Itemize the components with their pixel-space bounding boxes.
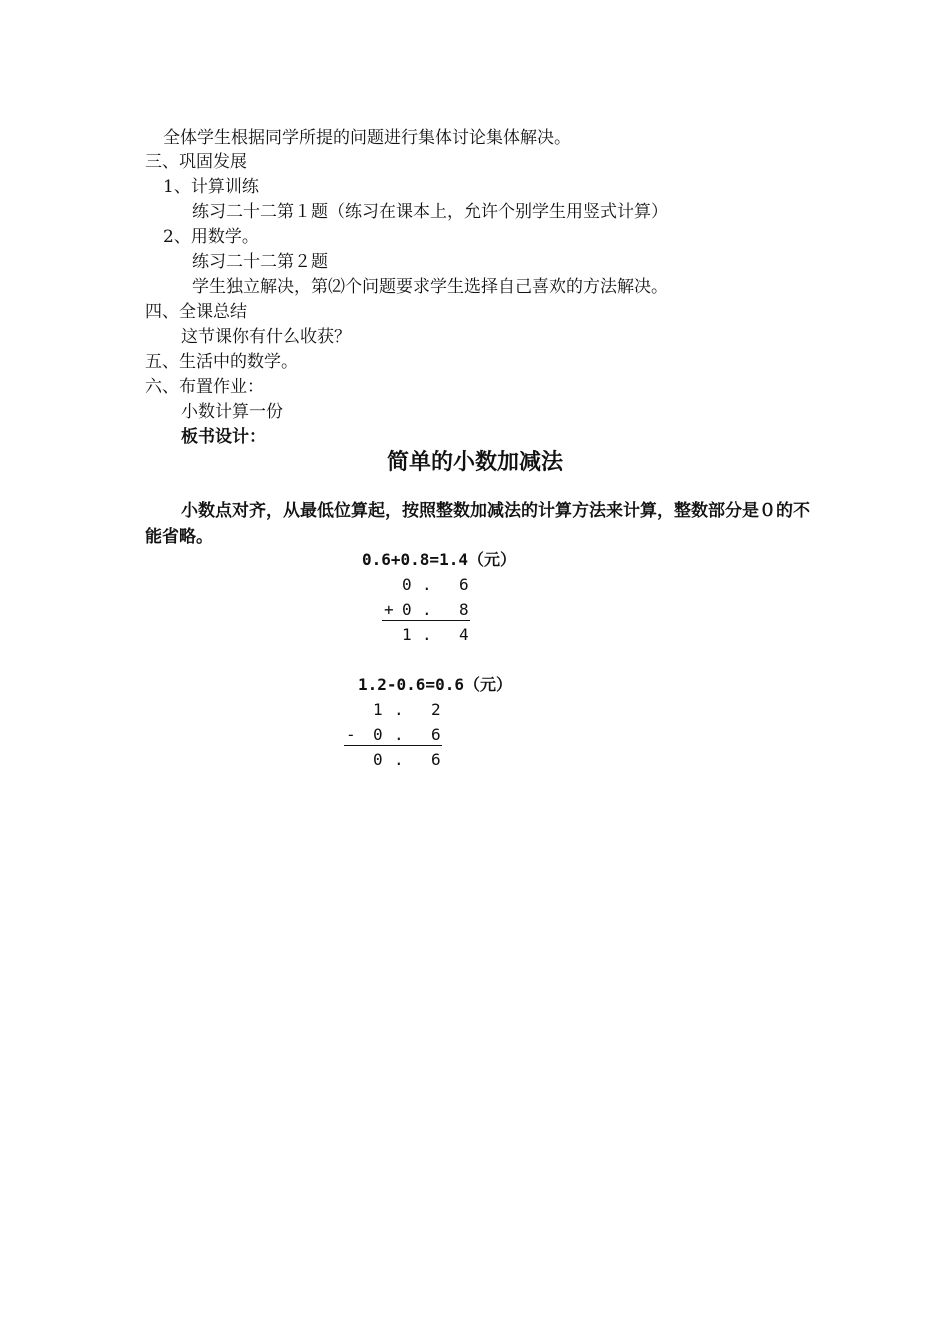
subheading-use-math: 2、用数学。: [163, 227, 259, 247]
addition-underline: [382, 620, 470, 621]
subtraction-equation: 1.2-0.6=0.6（元）: [358, 675, 512, 694]
subtraction-row1-digit2: 2: [431, 700, 441, 719]
addition-equation: 0.6+0.8=1.4（元）: [362, 550, 516, 569]
heading-homework: 六、布置作业：: [145, 377, 264, 397]
subtraction-row2-point: .: [394, 725, 404, 744]
board-rule-text: 小数点对齐，从最低位算起，按照整数加减法的计算方法来计算，整数部分是０的不能省略。: [145, 501, 810, 547]
text-line-discussion: 全体学生根据同学所提的问题进行集体讨论集体解决。: [163, 128, 571, 148]
addition-result-digit1: 1: [402, 625, 412, 644]
heading-consolidation: 三、巩固发展: [145, 152, 247, 172]
addition-row1-point: .: [422, 575, 432, 594]
subtraction-row1-point: .: [394, 700, 404, 719]
subtraction-underline: [344, 745, 442, 746]
text-line-independent: 学生独立解决，第⑵个问题要求学生选择自己喜欢的方法解决。: [192, 277, 668, 297]
addition-row2-digit1: 0: [402, 600, 412, 619]
text-line-exercise-2: 练习二十二第２题: [192, 252, 328, 272]
text-line-question: 这节课你有什么收获？: [181, 327, 351, 347]
subtraction-result-digit1: 0: [373, 750, 383, 769]
subtraction-row2-digit2: 6: [431, 725, 441, 744]
addition-row2-digit2: 8: [459, 600, 469, 619]
subtraction-minus-sign: -: [346, 725, 356, 744]
text-line-homework: 小数计算一份: [181, 402, 283, 422]
addition-row1-digit2: 6: [459, 575, 469, 594]
board-rule: [145, 498, 810, 550]
addition-result-point: .: [422, 625, 432, 644]
addition-row1-digit1: 0: [402, 575, 412, 594]
addition-row2-point: .: [422, 600, 432, 619]
heading-summary: 四、全课总结: [145, 302, 247, 322]
text-line-exercise-1: 练习二十二第１题（练习在课本上，允许个别学生用竖式计算）: [192, 202, 668, 222]
board-title: 简单的小数加减法: [386, 450, 563, 475]
subheading-calc-training: 1、计算训练: [163, 177, 259, 197]
addition-result-digit2: 4: [459, 625, 469, 644]
subtraction-result-digit2: 6: [431, 750, 441, 769]
addition-plus-sign: +: [384, 600, 394, 619]
board-design-label: 板书设计：: [181, 427, 266, 447]
subtraction-row1-digit1: 1: [373, 700, 383, 719]
heading-life-math: 五、生活中的数学。: [145, 352, 298, 372]
subtraction-result-point: .: [394, 750, 404, 769]
subtraction-row2-digit1: 0: [373, 725, 383, 744]
